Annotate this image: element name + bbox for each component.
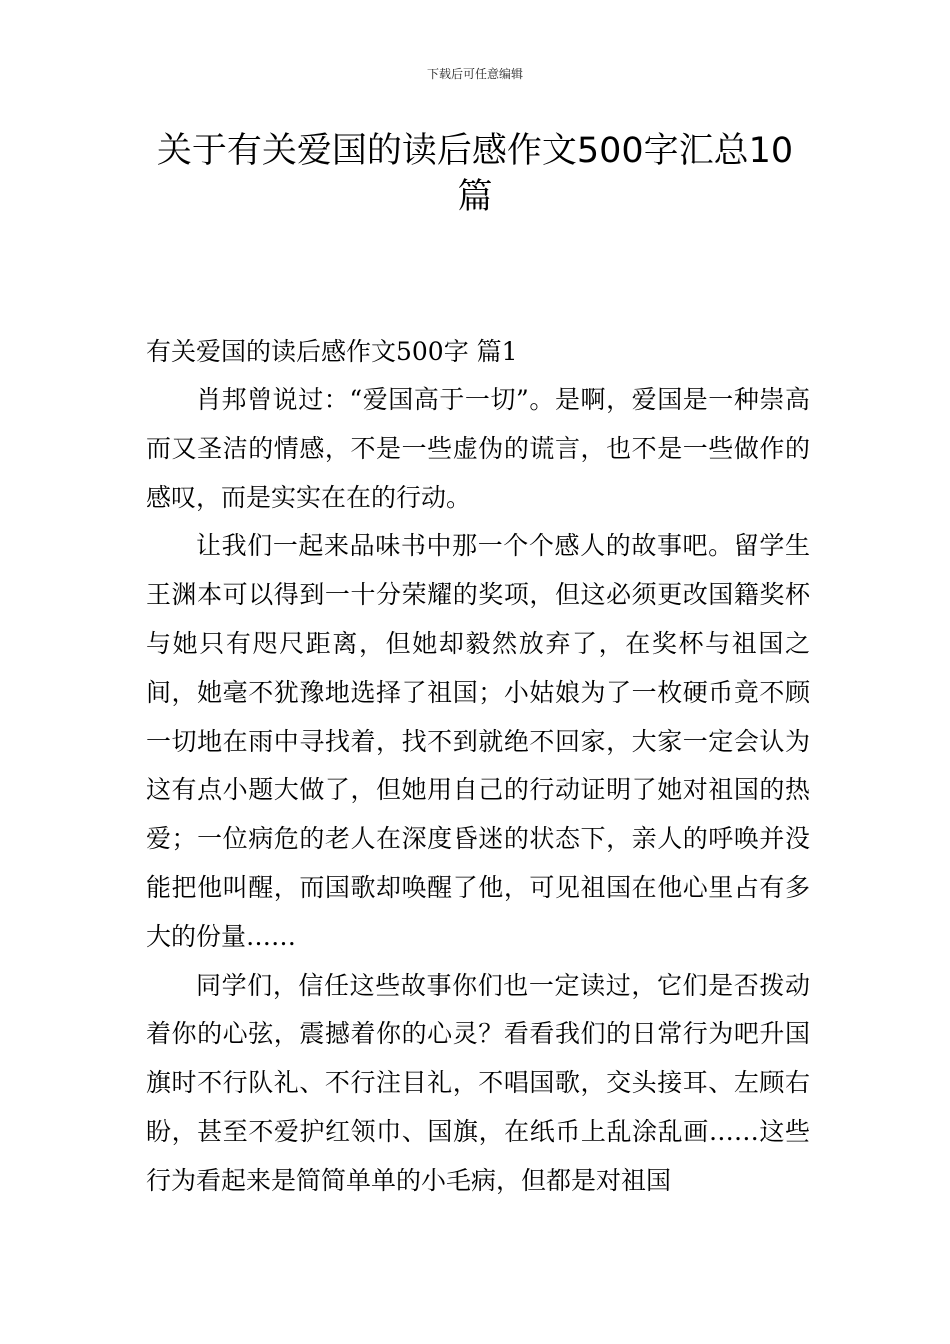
document-body [146, 328, 810, 1206]
paragraph: 肖邦曾说过：“爱国高于一切”。是啊，爱国是一种崇高而又圣洁的情感，不是一些虚伪的谎言，也不是一些做作的感叹，而是实实在在的行动。 [146, 385, 810, 512]
paragraph: 让我们一起来品味书中那一个个感人的故事吧。留学生王渊本可以得到一十分荣耀的奖项，但这必须更改国籍奖杯与她只有咫尺距离，但她却毅然放弃了，在奖杯与祖国之间，她毫不犹豫地选择了祖国；小姑娘为了一枚硬币竟不顾一切地在雨中寻找着，找不到就绝不回家，大家一定会认为这有点小题大做了，但她用自己的行动证明了她对祖国的热爱；一位病危的老人在深度昏迷的状态下，亲人的呼唤并没能把他叫醒，而国歌却唤醒了他，可见祖国在他心里占有多大的份量…… [146, 531, 810, 951]
paragraph: 同学们，信任这些故事你们也一定读过，它们是否拨动着你的心弦，震撼着你的心灵？看看我们的日常行为吧升国旗时不行队礼、不行注目礼，不唱国歌，交头接耳、左顾右盼，甚至不爱护红领巾、国旗，在纸币上乱涂乱画……这些行为看起来是简简单单的小毛病，但都是对祖国 [146, 970, 810, 1195]
section-heading: 有关爱国的读后感作文500字 篇1 [146, 337, 518, 366]
document-title: 关于有关爱国的读后感作文500字汇总10篇 [156, 131, 794, 217]
header-note: 下载后可任意编辑 [426, 67, 523, 81]
